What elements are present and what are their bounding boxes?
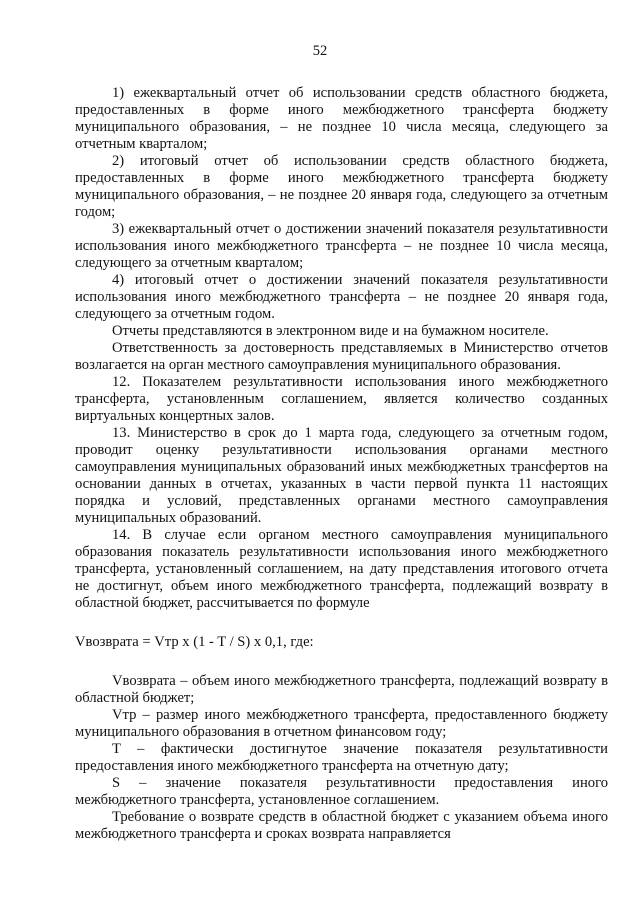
paragraph-report-final-indicator: 4) итоговый отчет о достижении значений показателя результативности использования иного межбюджетного трансферта – не позднее 20 января года, следующего за отчетным годом. xyxy=(75,272,608,322)
paragraph-report-format: Отчеты представляются в электронном виде и на бумажном носителе. xyxy=(112,323,549,339)
page-number: 52 xyxy=(312,43,328,59)
paragraph-report-quarterly-indicator: 3) ежеквартальный отчет о достижении значений показателя результативности использования иного межбюджетного трансферта – не позднее 10 числа месяца, следующего за отчетным кварталом; xyxy=(75,221,608,271)
paragraph-report-final-funds: 2) итоговый отчет об использовании средств областного бюджета, предоставленных в форме иного межбюджетного трансферта бюджету муниципального образования, – не позднее 20 января года, следующего за отчетным годом; xyxy=(75,153,608,220)
paragraph-return-requirement: Требование о возврате средств в областной бюджет с указанием объема иного межбюджетного трансферта и сроках возврата направляется xyxy=(75,809,608,842)
paragraph-report-quarterly-funds: 1) ежеквартальный отчет об использовании средств областного бюджета, предоставленных в форме иного межбюджетного трансферта бюджету муниципального образования, – не позднее 10 числа месяца, следующего за отчетным кварталом; xyxy=(75,85,608,152)
paragraph-responsibility: Ответственность за достоверность представляемых в Министерство отчетов возлагается на орган местного самоуправления муниципального образования. xyxy=(75,340,608,373)
paragraph-clause-12: 12. Показателем результативности использования иного межбюджетного трансферта, установленным соглашением, является количество созданных виртуальных концертных залов. xyxy=(75,374,608,424)
document-body xyxy=(75,85,608,843)
paragraph-clause-14: 14. В случае если органом местного самоуправления муниципального образования показатель результативности использования иного межбюджетного трансферта, установленный соглашением, на дату представления итогового отчета не достигнут, объем иного межбюджетного трансферта, подлежащий возврату в областной бюджет, рассчитывается по формуле xyxy=(75,527,608,611)
definition-s: S – значение показателя результативности предоставления иного межбюджетного трансферта, установленное соглашением. xyxy=(75,775,608,808)
definition-t: T – фактически достигнутое значение показателя результативности предоставления иного межбюджетного трансферта на отчетную дату; xyxy=(75,741,608,774)
paragraph-clause-13: 13. Министерство в срок до 1 марта года, следующего за отчетным годом, проводит оценку результативности использования органами местного самоуправления муниципальных образований иных межбюджетных трансфертов на основании данных в отчетах, указанных в части первой пункта 11 настоящих порядка и условий, представленных органами местного самоуправления муниципальных образований. xyxy=(75,425,608,526)
definition-v-return: Vвозврата – объем иного межбюджетного трансферта, подлежащий возврату в областной бюджет; xyxy=(75,673,608,706)
return-formula: Vвозврата = Vтр x (1 - T / S) x 0,1, где: xyxy=(75,634,314,650)
definition-v-tr: Vтр – размер иного межбюджетного трансферта, предоставленного бюджету муниципального образования в отчетном финансовом году; xyxy=(75,707,608,740)
